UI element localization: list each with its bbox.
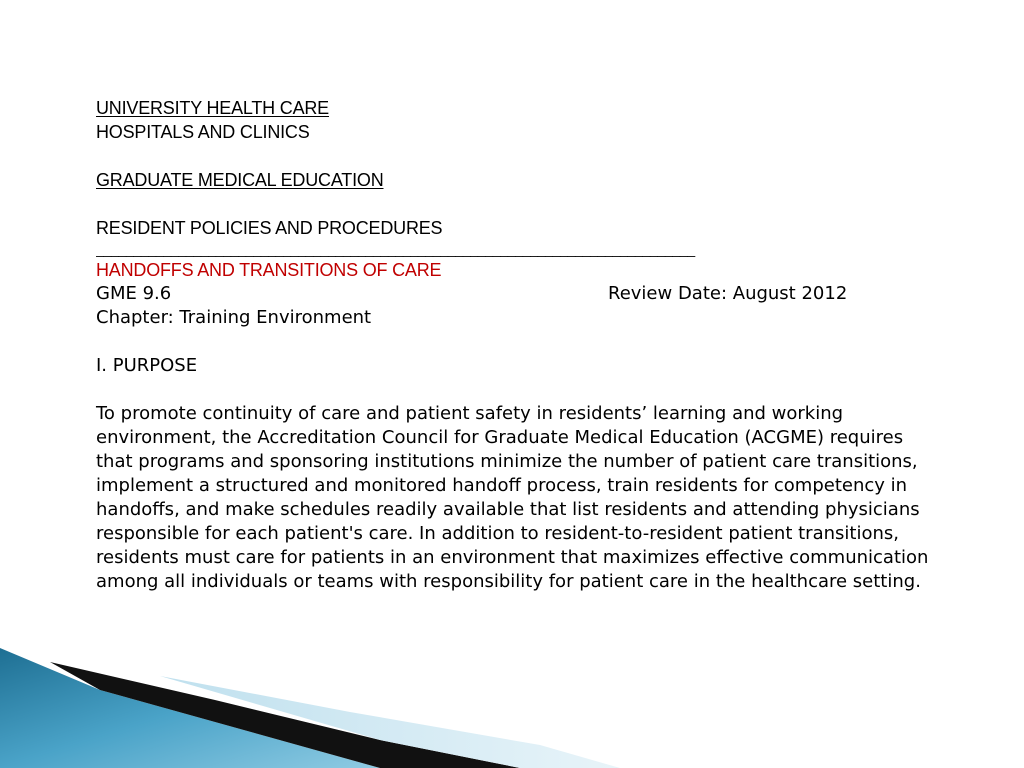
separator-line: ________________________________________________________________________________ [96, 241, 695, 257]
black-swoosh-shape [50, 662, 520, 768]
blank-line [96, 144, 936, 168]
blank-line [96, 192, 936, 216]
org-name-line1: UNIVERSITY HEALTH CARE [96, 98, 329, 118]
document-content [96, 96, 936, 594]
purpose-paragraph: To promote continuity of care and patient safety in residents’ learning and working environment, the Accreditation Council for Graduate Medical Education (ACGME) requires that programs and sponsoring institutions minimize the number of patient care transitions, implement a structured and monitored handoff process, train residents for competency in handoffs, and make schedules readily available that list residents and attending physicians responsible for each patient's care. In addition to resident-to-resident patient transitions, residents must care for patients in an environment that maximizes effective communication among all individuals or teams with responsibility for patient care in the healthcare setting. [96, 403, 929, 592]
blue-swoosh-shape [0, 648, 380, 768]
policy-code: GME 9.6 [96, 283, 172, 304]
blank-line [96, 378, 936, 402]
department-title: GRADUATE MEDICAL EDUCATION [96, 170, 384, 190]
policies-title: RESIDENT POLICIES AND PROCEDURES [96, 218, 443, 238]
light-swoosh-shape [160, 676, 620, 768]
review-date: Review Date: August 2012 [608, 283, 848, 304]
blank-line [96, 330, 936, 354]
section-heading: I. PURPOSE [96, 355, 198, 376]
chapter-line: Chapter: Training Environment [96, 307, 372, 328]
policy-meta-row [96, 282, 936, 306]
org-name-line2: HOSPITALS AND CLINICS [96, 122, 310, 142]
policy-title: HANDOFFS AND TRANSITIONS OF CARE [96, 260, 442, 280]
